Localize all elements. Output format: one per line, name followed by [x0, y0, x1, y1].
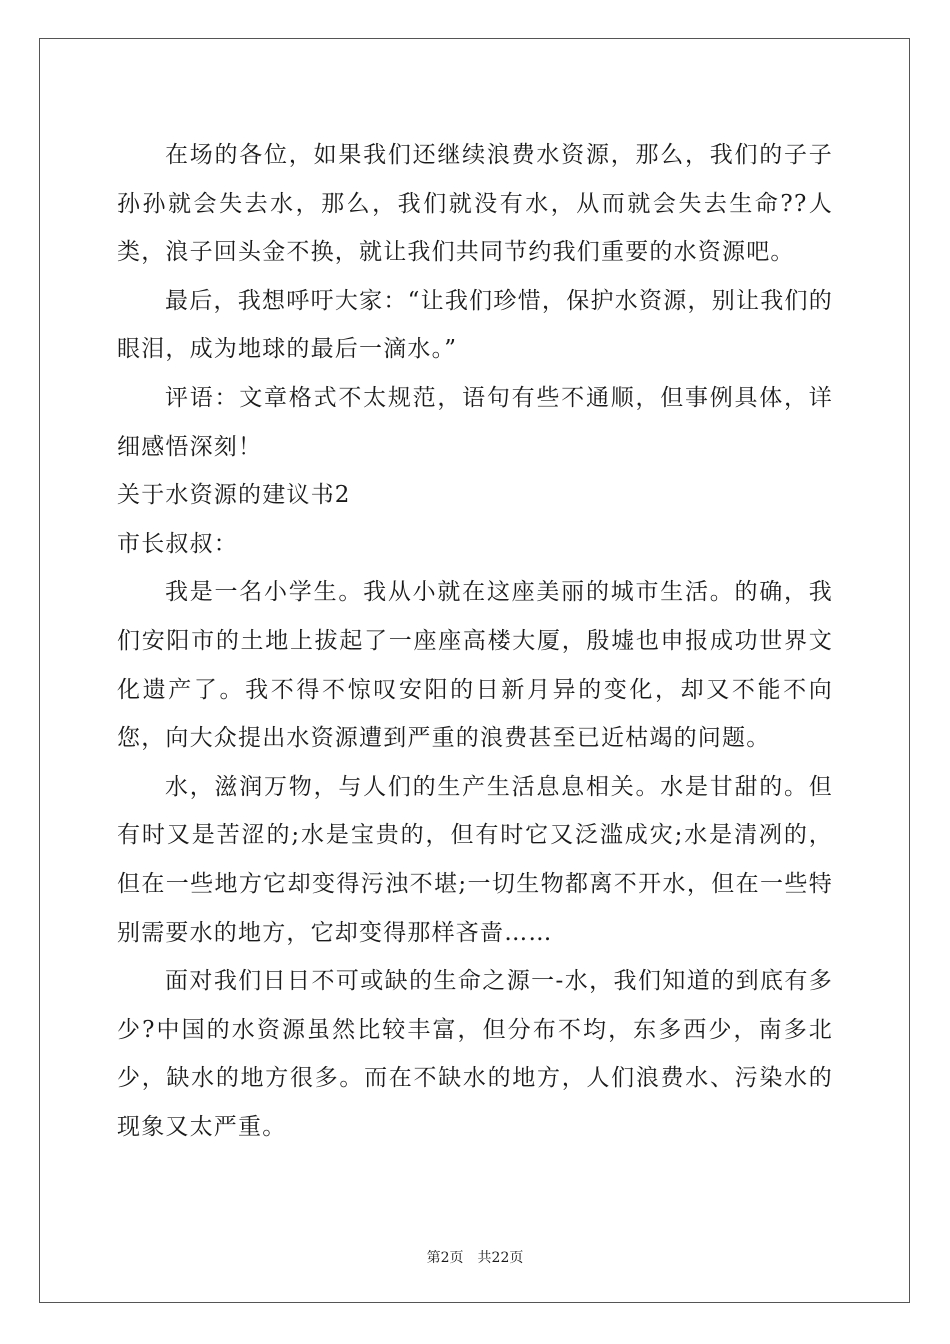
paragraph: 在场的各位，如果我们还继续浪费水资源，那么，我们的子子孙孙就会失去水，那么，我们就没有水，从而就会失去生命??人类，浪子回头金不换，就让我们共同节约我们重要的水资源吧。	[117, 142, 833, 266]
paragraph: 最后，我想呼吁大家：“让我们珍惜，保护水资源，别让我们的眼泪，成为地球的最后一滴水。”	[117, 287, 833, 363]
salutation: 市长叔叔：	[117, 530, 238, 557]
paragraph: 评语：文章格式不太规范，语句有些不通顺，但事例具体，详细感悟深刻！	[117, 384, 833, 460]
paragraph: 我是一名小学生。我从小就在这座美丽的城市生活。的确，我们安阳市的土地上拔起了一座座高楼大厦，殷墟也申报成功世界文化遗产了。我不得不惊叹安阳的日新月异的变化，却又不能不向您，向大众提出水资源遭到严重的浪费甚至已近枯竭的问题。	[117, 579, 833, 752]
page-number: 第2页	[426, 1250, 464, 1266]
page-total: 共22页	[477, 1250, 524, 1266]
paragraph: 水，滋润万物，与人们的生产生活息息相关。水是甘甜的。但有时又是苦涩的;水是宝贵的，但有时它又泛滥成灾;水是清冽的，但在一些地方它却变得污浊不堪;一切生物都离不开水，但在一些特别需要水的地方，它却变得那样吝啬……	[117, 773, 833, 946]
page-footer	[0, 1247, 950, 1267]
paragraph: 面对我们日日不可或缺的生命之源一-水，我们知道的到底有多少?中国的水资源虽然比较丰富，但分布不均，东多西少，南多北少，缺水的地方很多。而在不缺水的地方，人们浪费水、污染水的现象又太严重。	[117, 968, 833, 1140]
document-body	[117, 131, 833, 1151]
section-title: 关于水资源的建议书2	[117, 482, 351, 509]
